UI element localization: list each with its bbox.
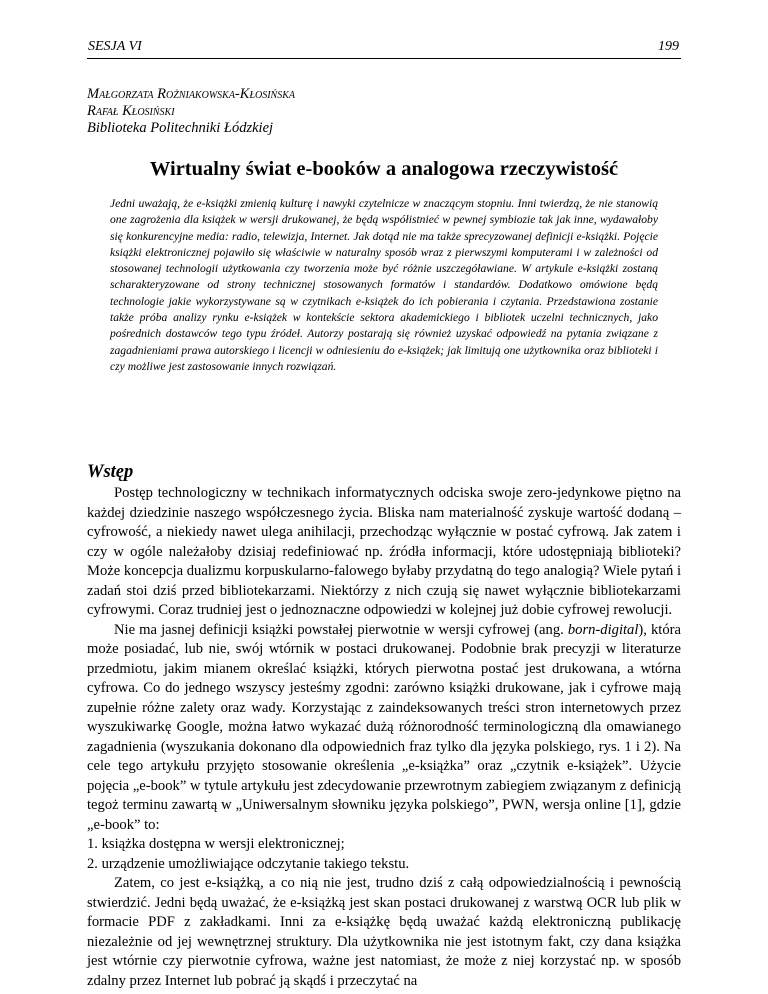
list-item-1: 1. książka dostępna w wersji elektronicznej; xyxy=(87,836,345,852)
session-label: SESJA VI xyxy=(88,39,142,54)
section-heading: Wstęp xyxy=(87,462,134,482)
abstract: Jedni uważają, że e-książki zmienią kulturę i nawyki czytelnicze w znaczącym stopniu. Inni twierdzą, że nie stanowią one zagrożenia dla książek w wersji drukowanej, że będą współistnieć w pewnej symbiozie tak jak inne, wydawałoby się konkurencyjne media: radio, telewizja, Internet. Jak dotąd nie ma także sprecyzowanej definicji e-książki. Pojęcie książki elektronicznej pojawiło się właściwie w naturalny sposób wraz z pierwszymi komputerami i w zależności od stosowanej technologii użytkowania czy tworzenia może być różnie uszczegóławiane. W artykule e-książki zostaną scharakteryzowane od strony technicznej stosowanych formatów i standardów. Dodatkowo omówione będą technologie jakie wykorzystywane są w czytnikach e-książek do ich pobierania i czytania. Przedstawiona zostanie także próba analizy rynku e-książek w kontekście sektora akademickiego i bibliotek uczelni technicznych, jako pośrednich dostawców tego typu źródeł. Autorzy postarają się również uzyskać odpowiedź na pytania związane z zagadnieniami prawa autorskiego i licencji w odniesieniu do e-książek; jak limitują one użytkownika oraz biblioteki i czy możliwe jest zastosowanie innych rozwiązań. xyxy=(110,197,658,373)
body-text xyxy=(87,484,681,991)
paper-title: Wirtualny świat e-booków a analogowa rzeczywistość xyxy=(149,158,619,180)
affiliation: Biblioteka Politechniki Łódzkiej xyxy=(87,120,274,136)
author-2: Rafał Kłosiński xyxy=(87,103,175,119)
author-block xyxy=(87,86,295,137)
page-number: 199 xyxy=(658,39,679,54)
running-header xyxy=(87,38,681,59)
paragraph-3: Zatem, co jest e-książką, a co nią nie jest, trudno dziś z całą odpowiedzialnością i pewnością stwierdzić. Jedni będą uważać, że e-książką jest skan postaci drukowanej z warstwą OCR lub plik w formacie PDF z zakładkami. Inni za e-książkę będą uważać każdą elektroniczną publikację niezależnie od jej wewnętrznej struktury. Dla użytkownika nie jest istotnym fakt, czy dana książka jest wtórnie czy pierwotnie cyfrowa, ważne jest natomiast, że może z niej korzystać np. w sposób zdalny przez Internet lub pobrać ją skądś i przeczytać na xyxy=(87,875,681,989)
list-item-2: 2. urządzenie umożliwiające odczytanie takiego tekstu. xyxy=(87,855,410,872)
paragraph-2: Nie ma jasnej definicji książki powstałej pierwotnie w wersji cyfrowej (ang. born-digital), która może posiadać, lub nie, swój wtórnik w postaci drukowanej. Podobnie brak precyzji w literaturze przedmiotu, jakim mianem określać książki, których pierwotna postać jest drukowana, a wtórna cyfrowa. Co do jednego wszyscy jesteśmy zgodni: zarówno książki drukowane, jak i cyfrowe mają zupełnie różne zalety oraz wady. Korzystając z zaindeksowanych treści stron internetowych przez wyszukiwarkę Google, można łatwo wykazać dużą różnorodność terminologiczną dla omawianego zagadnienia (wyszukania dokonano dla odpowiednich fraz tylko dla języka polskiego, rys. 1 i 2). Na cele tego artykułu przyjęto stosowanie określenia „e-książka” oraz „czytnik e-książek”. Użycie pojęcia „e-book” w tytule artykułu jest zdecydowanie przewrotnym zabiegiem związanym z definicją tegoż terminu zawartą w „Uniwersalnym słowniku języka polskiego”, PWN, wersja online [1], gdzie „e-book” to: xyxy=(87,621,681,833)
author-1: Małgorzata Rożniakowska-Kłosińska xyxy=(87,86,295,102)
paragraph-1: Postęp technologiczny w technikach informatycznych odciska swoje zero-jedynkowe piętno na każdej dziedzinie naszego współczesnego życia. Bliska nam materialność zyskuje wartość dodaną – cyfrowość, a niekiedy nawet ulega anihilacji, przechodząc wyłącznie w postać cyfrową. Jak zatem i czy w ogóle należałoby dzisiaj redefiniować np. źródła informacji, które udostępniają biblioteki? Może koncepcja dualizmu korpuskularno-falowego byłaby przydatną do tego analogią? Wiele pytań i zadań stoi dziś przed bibliotekarzami. Niektórzy z nich czują się nawet wyłącznie bibliotekarzami cyfrowymi. Coraz trudniej jest o jednoznaczne odpowiedzi w kolejnej już dobie cyfrowej rewolucji. xyxy=(87,485,681,618)
